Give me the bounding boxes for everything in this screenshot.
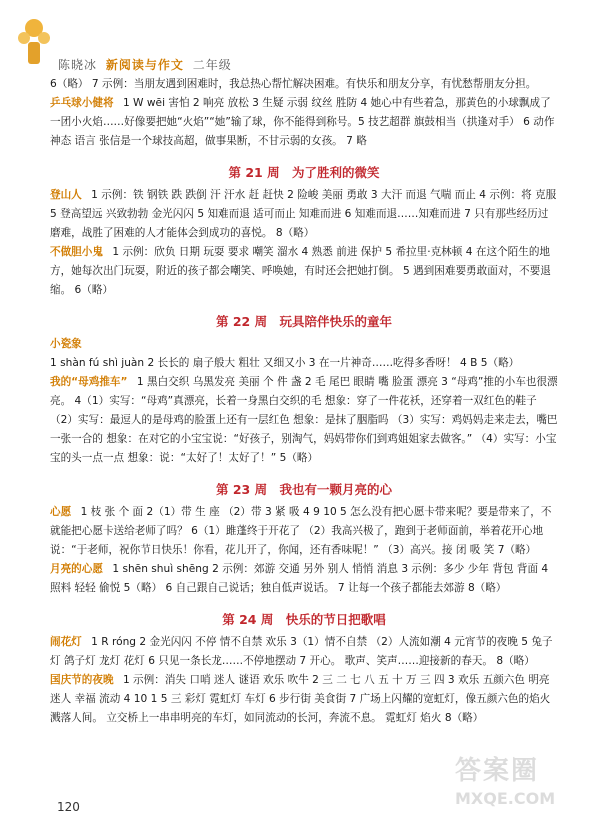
section-text: 1 shàn fú shì juàn 2 长长的 扇子般大 粗壮 又细又小 3 在一片神奇……吃得多香呀！ 4 B 5（略） — [50, 357, 520, 369]
week21-block-1 — [50, 186, 558, 243]
watermark — [455, 750, 590, 820]
week-label: 第 23 周 — [216, 482, 268, 497]
week-label: 第 22 周 — [216, 314, 268, 329]
week21-block-2 — [50, 243, 558, 300]
week-label: 第 24 周 — [222, 612, 274, 627]
series-title: 新阅读与作文 — [105, 58, 184, 72]
section-text: 1 示例：铁 钢铁 跌 跌倒 汗 汗水 赶 赶快 2 险峻 美丽 勇敢 3 大汗 而退 气喘 而止 4 示例：将 克服 5 登高望远 兴致勃勃 金光闪闪 5 知难而退 适可而止 知难而进 6 知难而退……知难而进 7 只有那些经历过磨难，战胜了困难的人才能体会到成功的喜悦。 8（略） — [50, 189, 557, 239]
section-text: 1 W wēi 害怕 2 响亮 放松 3 生疑 示弱 纹丝 胜防 4 她心中有些着急，那黄色的小球飘成了一团小火焰……好像要把她“火焰”“她”输了球，你不能得到称号。5 技艺超群 旗鼓相当（拱逢对手） 6 动作 神态 语言 张信是一个球技高超，做事果断，不甘示弱的女孩。 7 略 — [50, 97, 555, 147]
week-title: 我也有一颗月亮的心 — [279, 482, 392, 497]
section-text: 1 黑白交织 乌黑发亮 美丽 个 件 盏 2 毛 尾巴 眼睛 嘴 脸蛋 漂亮 3 “母鸡”推的小车也很漂亮。 4（1）实写：“母鸡”真漂亮，长着一身黑白交织的毛 想象：穿了一件花袄，还穿着一双红色的鞋子 （2）实写：最逗人的是母鸡的脸蛋上还有一层红色 想象：是抹了胭脂吗 （3）实写：鸡妈妈走来走去，嘴巴一张一合的 想象：在对它的小宝宝说：“好孩子，别淘气，妈妈带你们到鸡姐姐家去做客。” （4）实写：小宝宝的头一点一点 想象：说：“太好了！太好了！” 5（略） — [50, 376, 558, 464]
section-tag: 乒乓球小健将 — [50, 97, 114, 109]
section-tag: 登山人 — [50, 189, 82, 201]
author-name: 陈晓冰 — [58, 58, 98, 72]
section-text: 1 shēn shuì shēng 2 示例：郊游 交通 另外 别人 悄悄 消息 3 示例：多少 少年 背包 背面 4 照料 轻轻 偷悦 5（略） 6 自己跟自己说话；独自低声说话。 7 让每一个孩子都能去郊游 8（略） — [50, 563, 549, 594]
week-title: 为了胜利的微笑 — [291, 165, 380, 180]
section-tag: 小瓷象 — [50, 338, 82, 350]
week-heading-22 — [50, 312, 558, 331]
week24-block-2 — [50, 671, 558, 728]
week24-block-1 — [50, 633, 558, 671]
week22-block-1 — [50, 335, 558, 373]
header — [8, 16, 568, 76]
watermark-line-1: 答案圈 — [455, 756, 540, 786]
page-number: 120 — [57, 800, 80, 814]
answer-content — [50, 75, 558, 728]
section-text: 1 示例：消失 口哨 迷人 谜语 欢乐 吹牛 2 三 二 七 八 五 十 万 三 四 3 欢乐 五颜六色 明亮 迷人 幸福 流动 4 10 1 5 三 彩灯 霓虹灯 车灯 6 步行街 美食街 7 广场上闪耀的宽虹灯，像五颜六色的焰火溅落人间。 立交桥上一串串明亮的车灯，如同流动的长河，奔流不息。 霓虹灯 焰火 8（略） — [50, 674, 551, 724]
week23-block-2 — [50, 560, 558, 598]
section-text: 1 示例：欣负 日期 玩耍 要求 嘲笑 溜水 4 熟悉 前进 保护 5 希拉里·克林顿 4 在这个陌生的地方，她每次出门玩耍，附近的孩子都会嘲笑、呼唤她，有时还会把她打倒。 5 遇到困难要勇敢面对，不要退缩。 6（略） — [50, 246, 551, 296]
week-heading-24 — [50, 610, 558, 629]
section-tag: 心愿 — [50, 506, 72, 518]
section-tag: 我的“母鸡推车” — [50, 376, 128, 388]
top-paragraph-2 — [50, 94, 558, 151]
week-title: 玩具陪伴快乐的童年 — [279, 314, 392, 329]
section-tag: 闹花灯 — [50, 636, 82, 648]
week22-block-2 — [50, 373, 558, 468]
week23-block-1 — [50, 503, 558, 560]
week-label: 第 21 周 — [228, 165, 280, 180]
section-tag: 月亮的心愿 — [50, 563, 103, 575]
section-tag: 国庆节的夜晚 — [50, 674, 114, 686]
week-title: 快乐的节日把歌唱 — [285, 612, 386, 627]
grade-label: 二年级 — [192, 58, 232, 72]
watermark-line-2: MXQE.COM — [455, 789, 556, 808]
section-text: 1 枝 张 个 面 2（1）带 生 座 （2）带 3 紧 吸 4 9 10 5 怎么没有把心愿卡带来呢？要是带来了，不就能把心愿卡送给老师了吗？ 6（1）雎蓬终于开花了 （2）我高兴极了，跑到于老师面前，举着花开心地说：“于老师，祝你节日快乐！你看，花儿开了，你闻，还有香味呢！” （3）高兴。接 闭 吸 笑 7（略） — [50, 506, 552, 556]
brand-title — [58, 56, 232, 73]
section-tag: 不做胆小鬼 — [50, 246, 103, 258]
section-text: 1 R róng 2 金光闪闪 不停 情不自禁 欢乐 3（1）情不自禁 （2）人流如潮 4 元宵节的夜晚 5 兔子灯 鸽子灯 龙灯 花灯 6 只见一条长龙……不停地摆动 7 开心。 歌声、笑声……迎接新的春天。 8（略） — [50, 636, 553, 667]
week-heading-21 — [50, 163, 558, 182]
week-heading-23 — [50, 480, 558, 499]
book-logo-icon — [14, 16, 54, 68]
top-paragraph-1: 6（略） 7 示例：当朋友遇到困难时，我总热心帮忙解决困难。有快乐和朋友分享，有忧愁帮朋友分担。 — [50, 78, 537, 90]
